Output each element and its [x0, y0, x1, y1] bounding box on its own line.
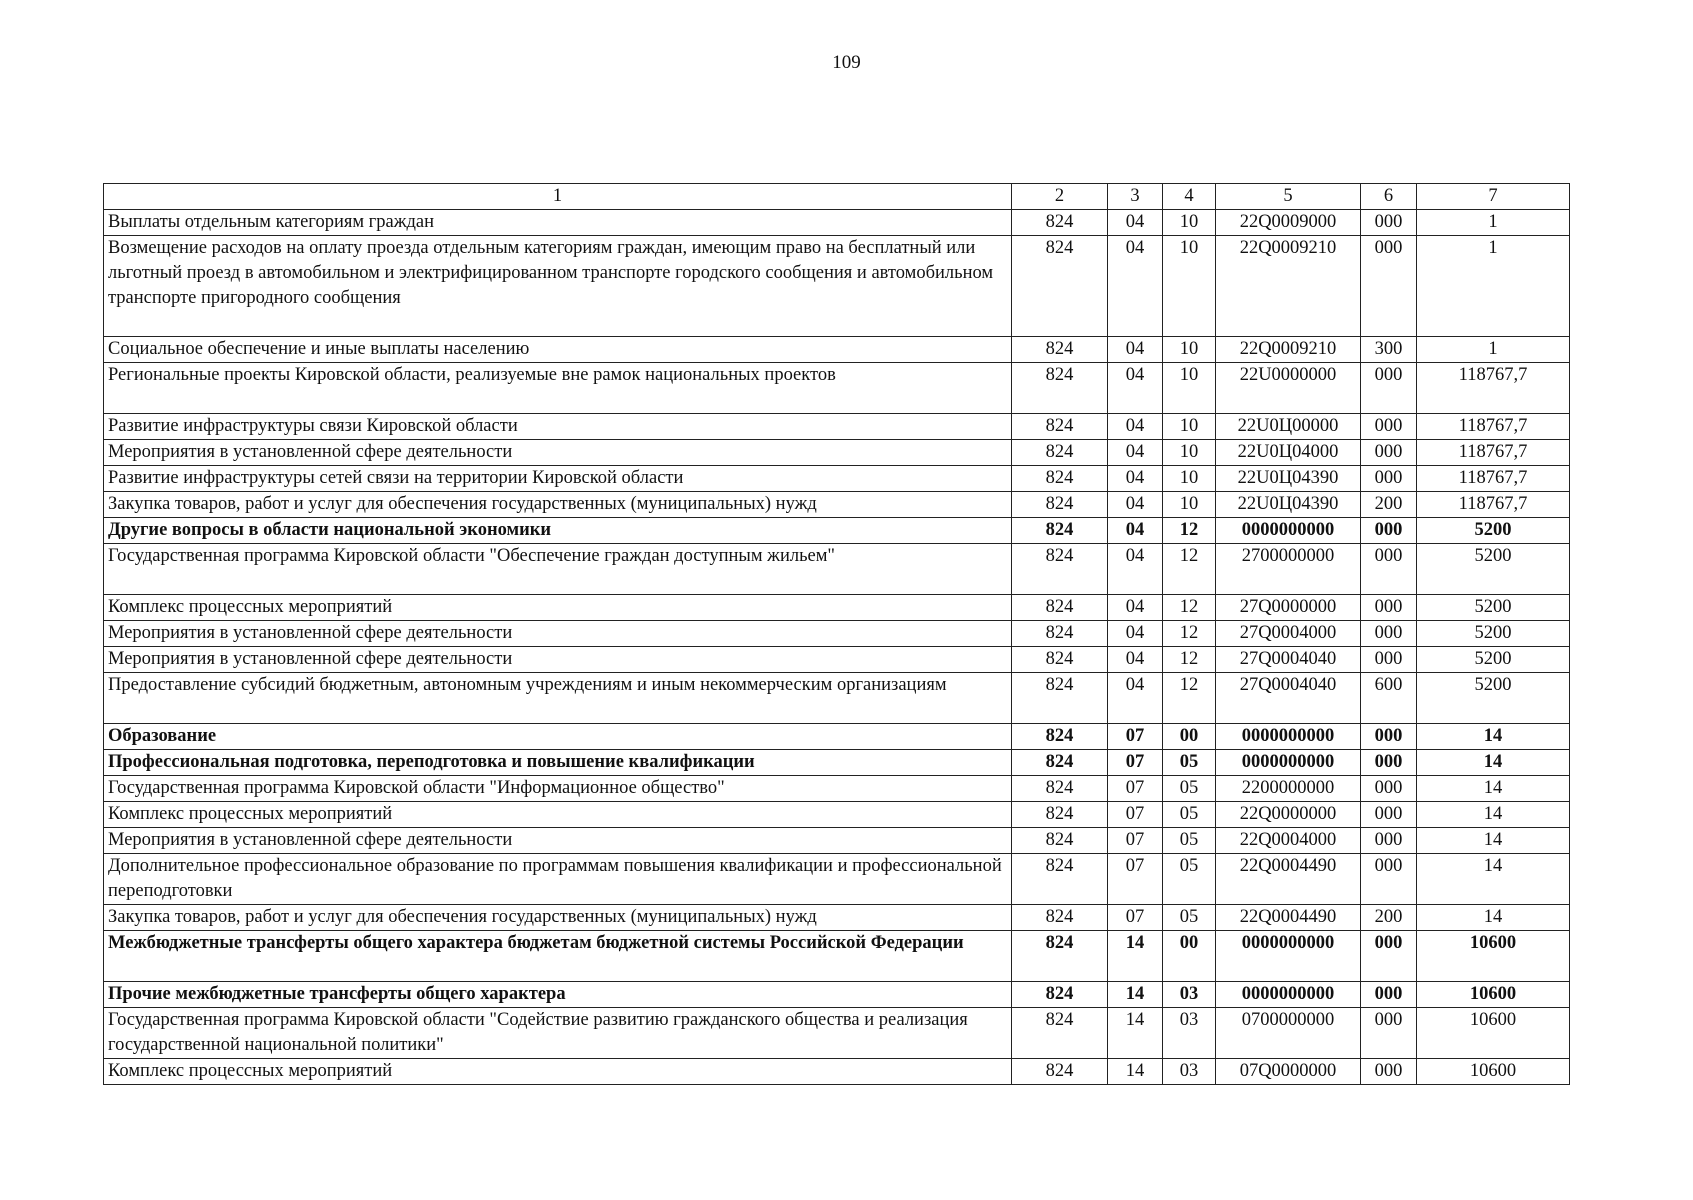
table-header-row	[104, 184, 1570, 210]
subsection-code-cell: 05	[1163, 802, 1216, 828]
amount-cell: 10600	[1417, 1059, 1570, 1085]
section-code-cell: 07	[1108, 750, 1163, 776]
section-code-cell: 04	[1108, 466, 1163, 492]
row-name-cell: Профессиональная подготовка, переподготовка и повышение квалификации	[104, 750, 1012, 776]
admin-code-cell: 824	[1012, 595, 1108, 621]
section-code-cell: 04	[1108, 673, 1163, 724]
subsection-code-cell: 05	[1163, 750, 1216, 776]
table-row	[104, 440, 1570, 466]
amount-cell: 1	[1417, 236, 1570, 337]
table-row	[104, 724, 1570, 750]
row-name-cell: Возмещение расходов на оплату проезда отдельным категориям граждан, имеющим право на бесплатный или льготный проезд в автомобильном и электрифицированном транспорте городского сообщения и автомобильном транспорте пригородного сообщения	[104, 236, 1012, 337]
amount-cell: 1	[1417, 337, 1570, 363]
target-article-cell: 22U0Ц04390	[1216, 466, 1361, 492]
subsection-code-cell: 10	[1163, 440, 1216, 466]
table-row	[104, 905, 1570, 931]
budget-table	[103, 183, 1570, 1085]
row-name-cell: Мероприятия в установленной сфере деятельности	[104, 828, 1012, 854]
expense-type-cell: 000	[1361, 621, 1417, 647]
expense-type-cell: 600	[1361, 673, 1417, 724]
row-name-cell: Комплекс процессных мероприятий	[104, 1059, 1012, 1085]
subsection-code-cell: 12	[1163, 621, 1216, 647]
section-code-cell: 04	[1108, 236, 1163, 337]
expense-type-cell: 000	[1361, 1008, 1417, 1059]
row-name-cell: Развитие инфраструктуры связи Кировской области	[104, 414, 1012, 440]
target-article-cell: 22U0Ц00000	[1216, 414, 1361, 440]
target-article-cell: 0000000000	[1216, 931, 1361, 982]
column-header: 2	[1012, 184, 1108, 210]
amount-cell: 118767,7	[1417, 440, 1570, 466]
section-code-cell: 04	[1108, 440, 1163, 466]
amount-cell: 14	[1417, 724, 1570, 750]
amount-cell: 5200	[1417, 673, 1570, 724]
target-article-cell: 0000000000	[1216, 724, 1361, 750]
target-article-cell: 27Q0004000	[1216, 621, 1361, 647]
target-article-cell: 22Q0000000	[1216, 802, 1361, 828]
amount-cell: 14	[1417, 802, 1570, 828]
column-header: 4	[1163, 184, 1216, 210]
admin-code-cell: 824	[1012, 337, 1108, 363]
expense-type-cell: 000	[1361, 440, 1417, 466]
expense-type-cell: 000	[1361, 750, 1417, 776]
table-row	[104, 595, 1570, 621]
target-article-cell: 22U0000000	[1216, 363, 1361, 414]
section-code-cell: 04	[1108, 518, 1163, 544]
admin-code-cell: 824	[1012, 647, 1108, 673]
admin-code-cell: 824	[1012, 492, 1108, 518]
admin-code-cell: 824	[1012, 236, 1108, 337]
admin-code-cell: 824	[1012, 828, 1108, 854]
table-row	[104, 776, 1570, 802]
admin-code-cell: 824	[1012, 982, 1108, 1008]
table-row	[104, 236, 1570, 337]
table-row	[104, 621, 1570, 647]
amount-cell: 14	[1417, 750, 1570, 776]
target-article-cell: 27Q0004040	[1216, 673, 1361, 724]
expense-type-cell: 000	[1361, 236, 1417, 337]
subsection-code-cell: 00	[1163, 931, 1216, 982]
admin-code-cell: 824	[1012, 466, 1108, 492]
section-code-cell: 04	[1108, 337, 1163, 363]
section-code-cell: 04	[1108, 210, 1163, 236]
subsection-code-cell: 12	[1163, 595, 1216, 621]
admin-code-cell: 824	[1012, 802, 1108, 828]
table-row	[104, 828, 1570, 854]
table-row	[104, 673, 1570, 724]
amount-cell: 10600	[1417, 982, 1570, 1008]
target-article-cell: 27Q0000000	[1216, 595, 1361, 621]
expense-type-cell: 000	[1361, 802, 1417, 828]
amount-cell: 5200	[1417, 518, 1570, 544]
target-article-cell: 22Q0004490	[1216, 854, 1361, 905]
amount-cell: 5200	[1417, 595, 1570, 621]
section-code-cell: 07	[1108, 905, 1163, 931]
table-row	[104, 1008, 1570, 1059]
target-article-cell: 22Q0004000	[1216, 828, 1361, 854]
subsection-code-cell: 10	[1163, 466, 1216, 492]
column-header: 5	[1216, 184, 1361, 210]
subsection-code-cell: 05	[1163, 828, 1216, 854]
subsection-code-cell: 12	[1163, 518, 1216, 544]
subsection-code-cell: 12	[1163, 647, 1216, 673]
column-header: 6	[1361, 184, 1417, 210]
amount-cell: 5200	[1417, 621, 1570, 647]
section-code-cell: 14	[1108, 931, 1163, 982]
table-row	[104, 982, 1570, 1008]
amount-cell: 10600	[1417, 931, 1570, 982]
subsection-code-cell: 10	[1163, 492, 1216, 518]
row-name-cell: Мероприятия в установленной сфере деятельности	[104, 440, 1012, 466]
target-article-cell: 0000000000	[1216, 750, 1361, 776]
table-body	[104, 210, 1570, 1085]
table-row	[104, 544, 1570, 595]
row-name-cell: Мероприятия в установленной сфере деятельности	[104, 621, 1012, 647]
admin-code-cell: 824	[1012, 210, 1108, 236]
admin-code-cell: 824	[1012, 1059, 1108, 1085]
subsection-code-cell: 00	[1163, 724, 1216, 750]
section-code-cell: 07	[1108, 776, 1163, 802]
admin-code-cell: 824	[1012, 776, 1108, 802]
amount-cell: 5200	[1417, 647, 1570, 673]
subsection-code-cell: 03	[1163, 982, 1216, 1008]
expense-type-cell: 000	[1361, 854, 1417, 905]
row-name-cell: Закупка товаров, работ и услуг для обеспечения государственных (муниципальных) нужд	[104, 905, 1012, 931]
expense-type-cell: 000	[1361, 414, 1417, 440]
admin-code-cell: 824	[1012, 905, 1108, 931]
column-header: 3	[1108, 184, 1163, 210]
row-name-cell: Межбюджетные трансферты общего характера бюджетам бюджетной системы Российской Федерации	[104, 931, 1012, 982]
target-article-cell: 22Q0009210	[1216, 337, 1361, 363]
row-name-cell: Закупка товаров, работ и услуг для обеспечения государственных (муниципальных) нужд	[104, 492, 1012, 518]
amount-cell: 14	[1417, 854, 1570, 905]
table-row	[104, 750, 1570, 776]
row-name-cell: Мероприятия в установленной сфере деятельности	[104, 647, 1012, 673]
admin-code-cell: 824	[1012, 440, 1108, 466]
target-article-cell: 27Q0004040	[1216, 647, 1361, 673]
subsection-code-cell: 10	[1163, 363, 1216, 414]
amount-cell: 5200	[1417, 544, 1570, 595]
subsection-code-cell: 10	[1163, 414, 1216, 440]
target-article-cell: 07Q0000000	[1216, 1059, 1361, 1085]
section-code-cell: 04	[1108, 595, 1163, 621]
row-name-cell: Комплекс процессных мероприятий	[104, 595, 1012, 621]
subsection-code-cell: 12	[1163, 673, 1216, 724]
row-name-cell: Комплекс процессных мероприятий	[104, 802, 1012, 828]
expense-type-cell: 000	[1361, 544, 1417, 595]
subsection-code-cell: 12	[1163, 544, 1216, 595]
expense-type-cell: 000	[1361, 518, 1417, 544]
target-article-cell: 2200000000	[1216, 776, 1361, 802]
target-article-cell: 22Q0004490	[1216, 905, 1361, 931]
target-article-cell: 0700000000	[1216, 1008, 1361, 1059]
page-number: 109	[832, 52, 861, 73]
column-header: 1	[104, 184, 1012, 210]
table-row	[104, 931, 1570, 982]
table-row	[104, 414, 1570, 440]
section-code-cell: 14	[1108, 982, 1163, 1008]
admin-code-cell: 824	[1012, 621, 1108, 647]
subsection-code-cell: 05	[1163, 905, 1216, 931]
table-row	[104, 802, 1570, 828]
amount-cell: 14	[1417, 828, 1570, 854]
section-code-cell: 04	[1108, 492, 1163, 518]
section-code-cell: 04	[1108, 647, 1163, 673]
row-name-cell: Предоставление субсидий бюджетным, автономным учреждениям и иным некоммерческим организациям	[104, 673, 1012, 724]
row-name-cell: Прочие межбюджетные трансферты общего характера	[104, 982, 1012, 1008]
table-row	[104, 492, 1570, 518]
amount-cell: 118767,7	[1417, 492, 1570, 518]
target-article-cell: 0000000000	[1216, 518, 1361, 544]
admin-code-cell: 824	[1012, 544, 1108, 595]
admin-code-cell: 824	[1012, 363, 1108, 414]
amount-cell: 118767,7	[1417, 466, 1570, 492]
row-name-cell: Дополнительное профессиональное образование по программам повышения квалификации и профессиональной переподготовки	[104, 854, 1012, 905]
admin-code-cell: 824	[1012, 414, 1108, 440]
expense-type-cell: 000	[1361, 982, 1417, 1008]
section-code-cell: 04	[1108, 544, 1163, 595]
expense-type-cell: 200	[1361, 492, 1417, 518]
subsection-code-cell: 10	[1163, 210, 1216, 236]
row-name-cell: Другие вопросы в области национальной экономики	[104, 518, 1012, 544]
section-code-cell: 07	[1108, 724, 1163, 750]
row-name-cell: Государственная программа Кировской области "Содействие развитию гражданского общества и реализация государственной национальной политики"	[104, 1008, 1012, 1059]
target-article-cell: 22U0Ц04000	[1216, 440, 1361, 466]
expense-type-cell: 000	[1361, 647, 1417, 673]
row-name-cell: Выплаты отдельным категориям граждан	[104, 210, 1012, 236]
expense-type-cell: 000	[1361, 363, 1417, 414]
target-article-cell: 22Q0009210	[1216, 236, 1361, 337]
admin-code-cell: 824	[1012, 750, 1108, 776]
admin-code-cell: 824	[1012, 1008, 1108, 1059]
row-name-cell: Региональные проекты Кировской области, реализуемые вне рамок национальных проектов	[104, 363, 1012, 414]
column-header: 7	[1417, 184, 1570, 210]
expense-type-cell: 000	[1361, 776, 1417, 802]
expense-type-cell: 000	[1361, 466, 1417, 492]
admin-code-cell: 824	[1012, 518, 1108, 544]
amount-cell: 10600	[1417, 1008, 1570, 1059]
row-name-cell: Образование	[104, 724, 1012, 750]
table-row	[104, 363, 1570, 414]
section-code-cell: 04	[1108, 363, 1163, 414]
table-row	[104, 1059, 1570, 1085]
table-row	[104, 647, 1570, 673]
expense-type-cell: 300	[1361, 337, 1417, 363]
row-name-cell: Социальное обеспечение и иные выплаты населению	[104, 337, 1012, 363]
table-row	[104, 854, 1570, 905]
admin-code-cell: 824	[1012, 931, 1108, 982]
subsection-code-cell: 05	[1163, 776, 1216, 802]
expense-type-cell: 000	[1361, 1059, 1417, 1085]
section-code-cell: 07	[1108, 828, 1163, 854]
subsection-code-cell: 03	[1163, 1059, 1216, 1085]
amount-cell: 1	[1417, 210, 1570, 236]
expense-type-cell: 000	[1361, 210, 1417, 236]
section-code-cell: 04	[1108, 621, 1163, 647]
section-code-cell: 14	[1108, 1008, 1163, 1059]
row-name-cell: Государственная программа Кировской области "Обеспечение граждан доступным жильем"	[104, 544, 1012, 595]
amount-cell: 14	[1417, 776, 1570, 802]
expense-type-cell: 000	[1361, 828, 1417, 854]
table-row	[104, 337, 1570, 363]
expense-type-cell: 000	[1361, 595, 1417, 621]
subsection-code-cell: 03	[1163, 1008, 1216, 1059]
row-name-cell: Развитие инфраструктуры сетей связи на территории Кировской области	[104, 466, 1012, 492]
target-article-cell: 0000000000	[1216, 982, 1361, 1008]
table-row	[104, 210, 1570, 236]
subsection-code-cell: 10	[1163, 337, 1216, 363]
table-row	[104, 466, 1570, 492]
admin-code-cell: 824	[1012, 724, 1108, 750]
subsection-code-cell: 05	[1163, 854, 1216, 905]
table-row	[104, 518, 1570, 544]
expense-type-cell: 000	[1361, 724, 1417, 750]
amount-cell: 14	[1417, 905, 1570, 931]
section-code-cell: 07	[1108, 854, 1163, 905]
expense-type-cell: 000	[1361, 931, 1417, 982]
amount-cell: 118767,7	[1417, 363, 1570, 414]
target-article-cell: 22U0Ц04390	[1216, 492, 1361, 518]
subsection-code-cell: 10	[1163, 236, 1216, 337]
row-name-cell: Государственная программа Кировской области "Информационное общество"	[104, 776, 1012, 802]
target-article-cell: 22Q0009000	[1216, 210, 1361, 236]
section-code-cell: 04	[1108, 414, 1163, 440]
amount-cell: 118767,7	[1417, 414, 1570, 440]
expense-type-cell: 200	[1361, 905, 1417, 931]
section-code-cell: 14	[1108, 1059, 1163, 1085]
section-code-cell: 07	[1108, 802, 1163, 828]
admin-code-cell: 824	[1012, 673, 1108, 724]
admin-code-cell: 824	[1012, 854, 1108, 905]
target-article-cell: 2700000000	[1216, 544, 1361, 595]
